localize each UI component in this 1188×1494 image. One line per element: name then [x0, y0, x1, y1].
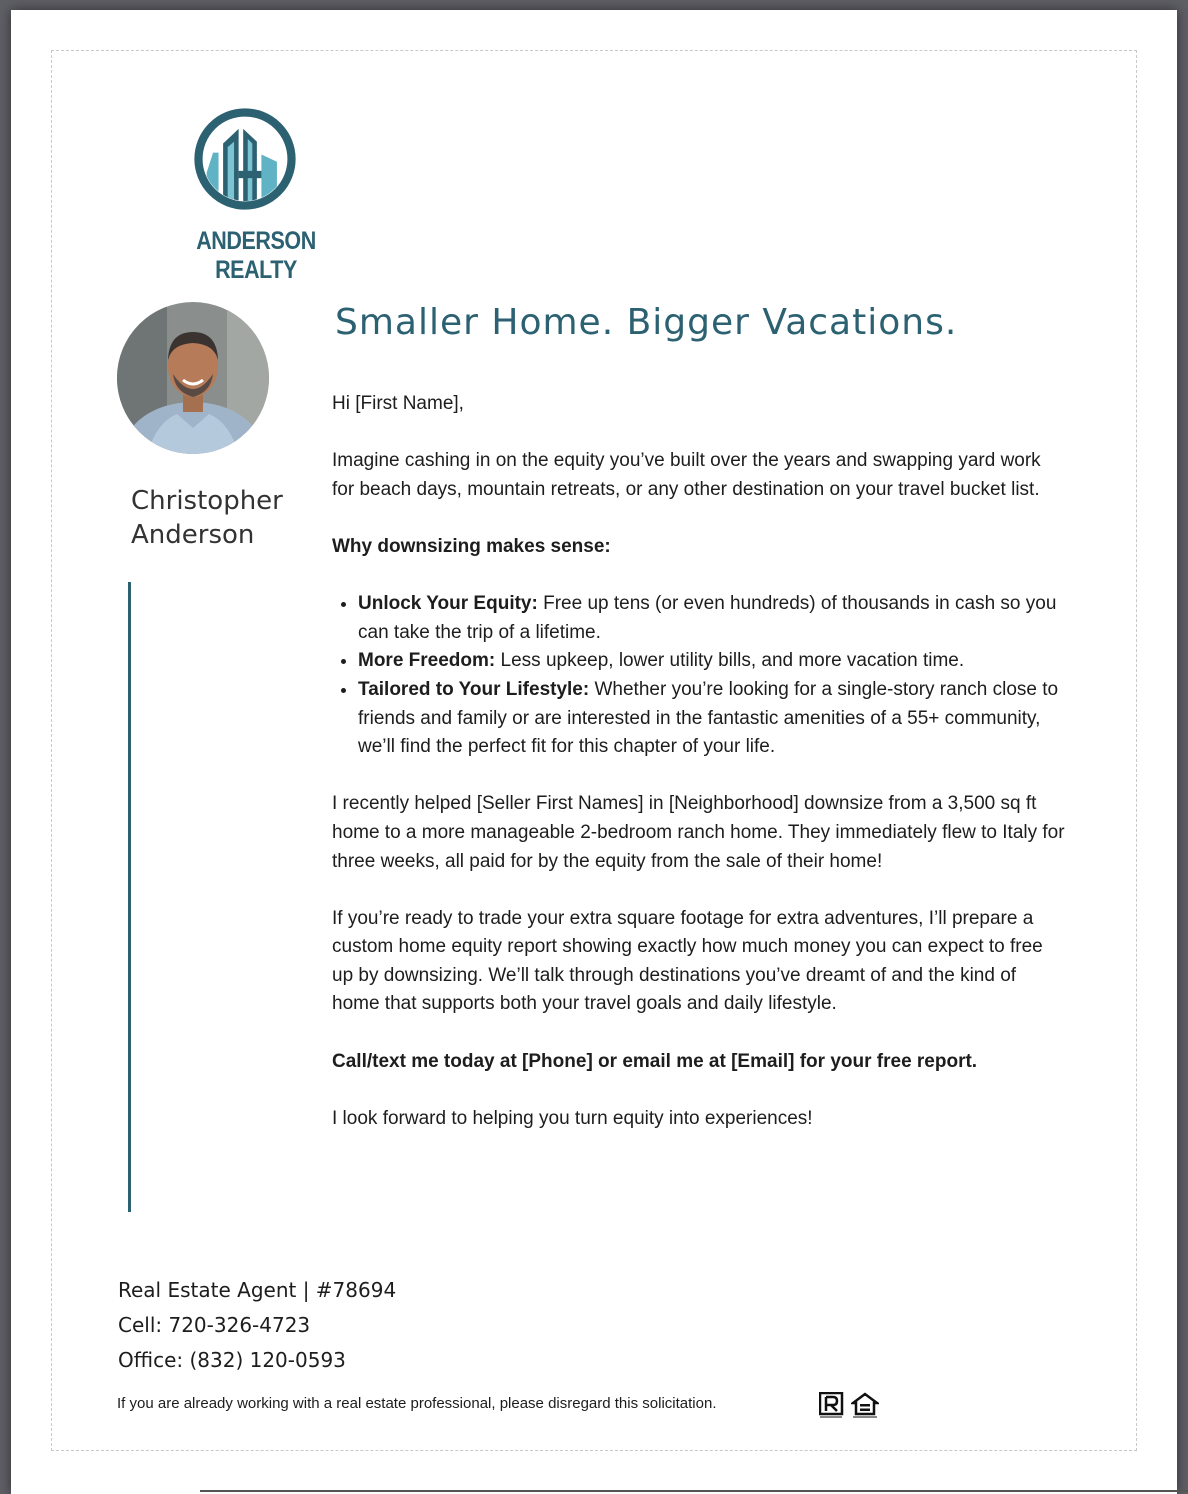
contact-info: [118, 1273, 396, 1378]
greeting: Hi [First Name],: [332, 393, 464, 414]
list-item: • More Freedom: Less upkeep, lower utility bills, and more vacation time.: [358, 647, 1067, 676]
disclaimer: If you are already working with a real estate professional, please disregard this solicitation.: [117, 1395, 717, 1412]
intro-paragraph: Imagine cashing in on the equity you’ve built over the years and swapping yard work for beach days, mountain retreats, or any other destination on your travel bucket list.: [332, 450, 1041, 500]
page-title: Smaller Home. Bigger Vacations.: [335, 302, 958, 343]
equal-housing-icon: [851, 1392, 879, 1420]
call-to-action: Call/text me today at [Phone] or email me at [Email] for your free report.: [332, 1050, 978, 1072]
realtor-logo-icon: [819, 1392, 845, 1420]
section-heading: Why downsizing makes sense:: [332, 535, 611, 557]
letter-page: [11, 10, 1177, 1494]
agent-first-name: Christopher: [131, 486, 283, 516]
page-edge: [200, 1490, 1188, 1492]
benefits-list: [332, 590, 1067, 762]
brand-name: ANDERSON REALTY: [196, 227, 316, 284]
list-item: • Tailored to Your Lifestyle: Whether you’re looking for a single-story ranch close to friends and family or are interested in the fantastic amenities of a 55+ community, we’ll find the perfect fit for this chapter of your life.: [358, 676, 1067, 762]
agent-license: Real Estate Agent | #78694: [118, 1278, 397, 1302]
agent-name: [131, 484, 321, 552]
cell-phone: Cell: 720-326-4723: [118, 1313, 311, 1337]
office-phone: Office: (832) 120-0593: [118, 1348, 346, 1372]
story-paragraph: I recently helped [Seller First Names] in [Neighborhood] downsize from a 3,500 sq ft home to a more manageable 2-bedroom ranch home. They immediately flew to Italy for three weeks, all paid for by the equity from the sale of their home!: [332, 793, 1065, 872]
sidebar-divider: [128, 582, 131, 1212]
building-logo-icon: [188, 107, 302, 211]
list-item: • Unlock Your Equity: Free up tens (or even hundreds) of thousands in cash so you can take the trip of a lifetime.: [358, 590, 1067, 647]
compliance-badges: [819, 1392, 879, 1420]
agent-photo: [117, 302, 269, 454]
agent-last-name: Anderson: [131, 520, 255, 550]
closing-line: I look forward to helping you turn equity into experiences!: [332, 1107, 813, 1129]
offer-paragraph: If you’re ready to trade your extra square footage for extra adventures, I’ll prepare a custom home equity report showing exactly how much money you can expect to free up by downsizing. We’ll talk through destinations you’ve dreamt of and the kind of home that supports both your travel goals and daily lifestyle.: [332, 907, 1043, 1015]
letter-body: [332, 390, 1067, 1162]
